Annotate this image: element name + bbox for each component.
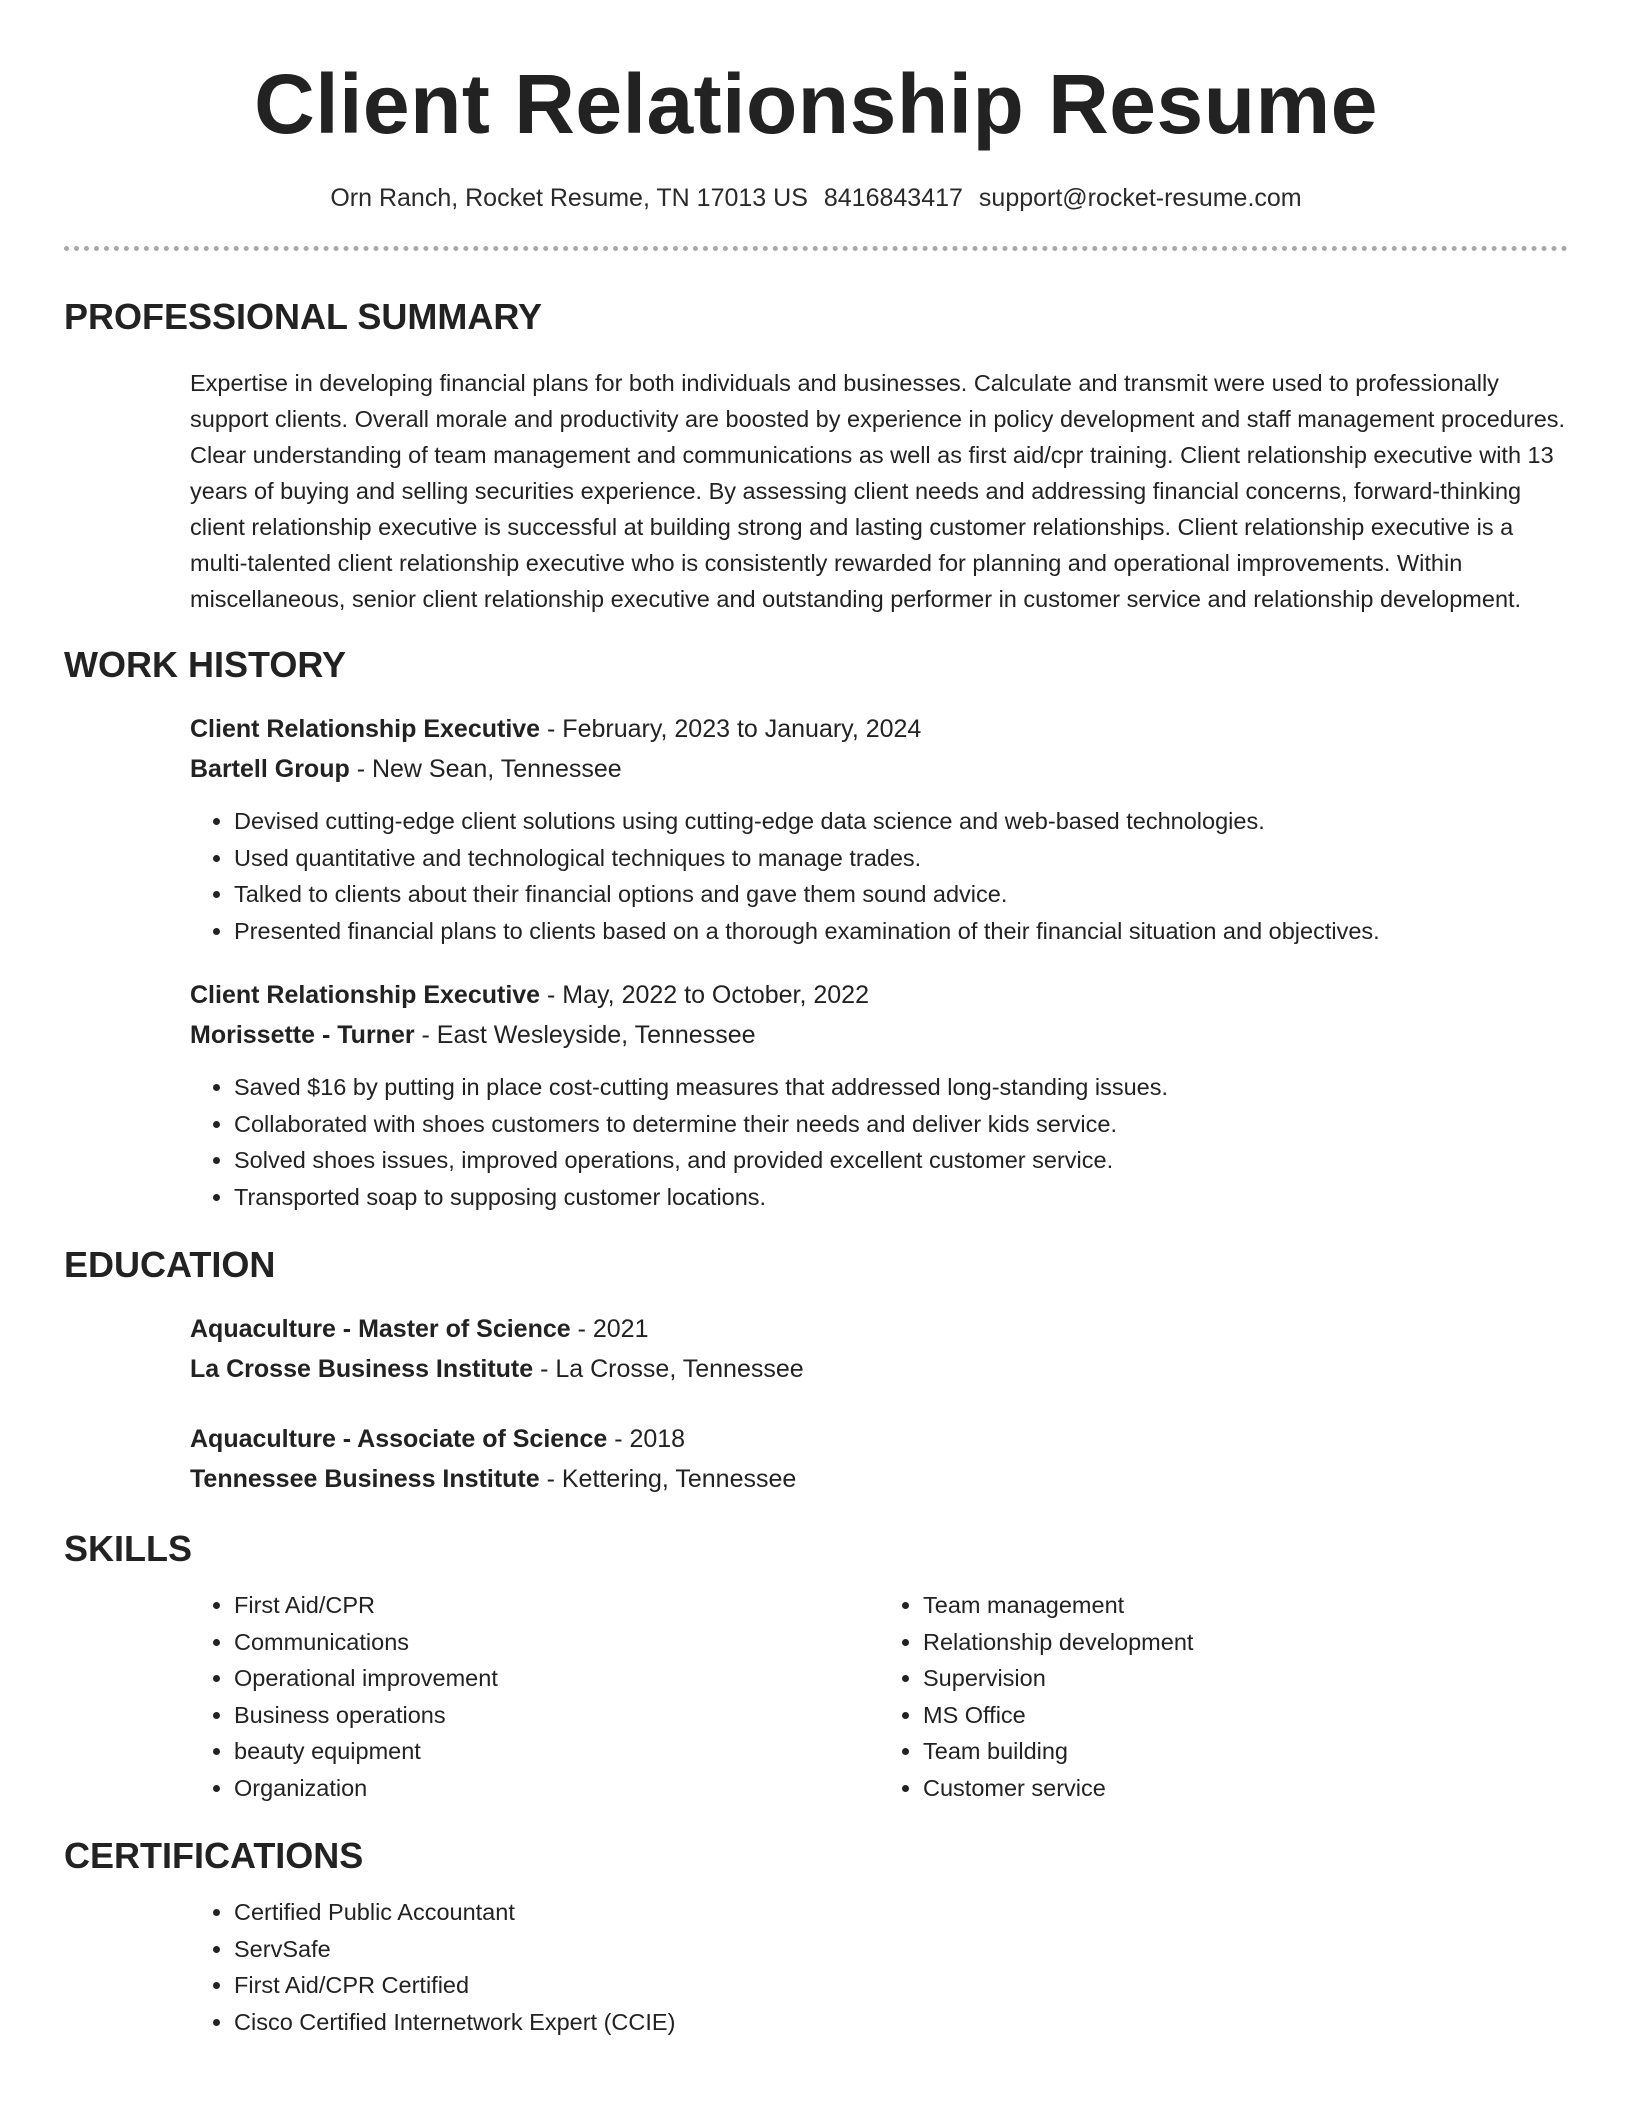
job-title-line: [190, 709, 1568, 749]
job-role: Client Relationship Executive: [190, 981, 541, 1009]
job-bullet: • Talked to clients about their financial options and gave them sound advice.: [234, 876, 1568, 913]
skills-list-right: [879, 1587, 1568, 1806]
job-company: Morissette - Turner: [190, 1021, 415, 1049]
education-section: [64, 1243, 1568, 1499]
job-company: Bartell Group: [190, 755, 350, 783]
job-bullet: • Transported soap to supposing customer locations.: [234, 1179, 1568, 1216]
certifications-body: [190, 1894, 1568, 2040]
resume-header: [64, 0, 1568, 214]
education-school-line: [190, 1459, 1568, 1499]
education-year: - 2018: [607, 1425, 686, 1453]
contact-address: Orn Ranch, Rocket Resume, TN 17013 US: [330, 184, 808, 212]
job-bullet: • Collaborated with shoes customers to determine their needs and deliver kids service.: [234, 1106, 1568, 1143]
job-company-line: [190, 1015, 1568, 1055]
contact-line: [64, 182, 1568, 214]
skills-columns: [190, 1587, 1568, 1806]
education-entry: [190, 1309, 1568, 1389]
section-title-certifications: CERTIFICATIONS: [64, 1835, 364, 1876]
job-location: - East Wesleyside, Tennessee: [414, 1021, 756, 1049]
education-location: - La Crosse, Tennessee: [533, 1355, 804, 1383]
education-degree: Aquaculture - Associate of Science: [190, 1425, 608, 1453]
work-history-section: [64, 643, 1568, 1215]
contact-phone: 8416843417: [823, 184, 963, 212]
skill-item: • Relationship development: [923, 1624, 1568, 1661]
education-school: La Crosse Business Institute: [190, 1355, 534, 1383]
certification-item: • First Aid/CPR Certified: [234, 1967, 1568, 2004]
skill-item: • Customer service: [923, 1770, 1568, 1807]
education-school: Tennessee Business Institute: [190, 1465, 540, 1493]
education-degree-line: [190, 1309, 1568, 1349]
education-entry: [190, 1419, 1568, 1499]
skills-list-left: [190, 1587, 879, 1806]
summary-section: [64, 295, 1568, 617]
education-degree: Aquaculture - Master of Science: [190, 1315, 571, 1343]
skill-item: • Supervision: [923, 1660, 1568, 1697]
education-degree-line: [190, 1419, 1568, 1459]
skill-item: • Communications: [234, 1624, 879, 1661]
skill-item: • Team building: [923, 1733, 1568, 1770]
job-entry: [190, 709, 1568, 949]
education-school-line: [190, 1349, 1568, 1389]
certifications-list: [190, 1894, 1568, 2040]
section-title-education: EDUCATION: [64, 1244, 276, 1285]
job-bullet: • Presented financial plans to clients based on a thorough examination of their financial situation and objectives.: [234, 913, 1568, 950]
skill-item: • First Aid/CPR: [234, 1587, 879, 1624]
skill-item: • MS Office: [923, 1697, 1568, 1734]
education-location: - Kettering, Tennessee: [539, 1465, 797, 1493]
job-role: Client Relationship Executive: [190, 715, 541, 743]
job-dates: - May, 2022 to October, 2022: [540, 981, 869, 1009]
job-bullets: [190, 803, 1568, 949]
skill-item: • Operational improvement: [234, 1660, 879, 1697]
section-title-summary: PROFESSIONAL SUMMARY: [64, 296, 543, 337]
job-bullet: • Solved shoes issues, improved operations, and provided excellent customer service.: [234, 1142, 1568, 1179]
job-dates: - February, 2023 to January, 2024: [540, 715, 922, 743]
certification-item: • Certified Public Accountant: [234, 1894, 1568, 1931]
certifications-section: [64, 1834, 1568, 2040]
skill-item: • Organization: [234, 1770, 879, 1807]
job-location: - New Sean, Tennessee: [349, 755, 622, 783]
skill-item: • Business operations: [234, 1697, 879, 1734]
job-title-line: [190, 975, 1568, 1015]
job-bullet: • Used quantitative and technological techniques to manage trades.: [234, 840, 1568, 877]
job-bullets: [190, 1069, 1568, 1215]
section-title-work-history: WORK HISTORY: [64, 644, 347, 685]
resume-title: Client Relationship Resume: [254, 57, 1378, 151]
job-bullet: • Devised cutting-edge client solutions using cutting-edge data science and web-based technologies.: [234, 803, 1568, 840]
job-company-line: [190, 749, 1568, 789]
skills-section: [64, 1527, 1568, 1806]
skill-item: • beauty equipment: [234, 1733, 879, 1770]
certification-item: • Cisco Certified Internetwork Expert (CCIE): [234, 2004, 1568, 2041]
skill-item: • Team management: [923, 1587, 1568, 1624]
certification-item: • ServSafe: [234, 1931, 1568, 1968]
summary-text: Expertise in developing financial plans for both individuals and businesses. Calculate and transmit were used to professionally support clients. Overall morale and productivity are boosted by experience in policy development and staff management procedures. Clear understanding of team management and communications as well as first aid/cpr training. Client relationship executive with 13 years of buying and selling securities experience. By assessing client needs and addressing financial concerns, forward-thinking client relationship executive is successful at building strong and lasting customer relationships. Client relationship executive is a multi-talented client relationship executive who is consistently rewarded for planning and operational improvements. Within miscellaneous, senior client relationship executive and outstanding performer in customer service and relationship development.: [190, 370, 1566, 612]
job-bullet: • Saved $16 by putting in place cost-cutting measures that addressed long-standing issues.: [234, 1069, 1568, 1106]
header-divider: [64, 246, 1568, 251]
education-year: - 2021: [570, 1315, 649, 1343]
contact-email: support@rocket-resume.com: [978, 184, 1302, 212]
job-entry: [190, 975, 1568, 1215]
section-title-skills: SKILLS: [64, 1528, 193, 1569]
